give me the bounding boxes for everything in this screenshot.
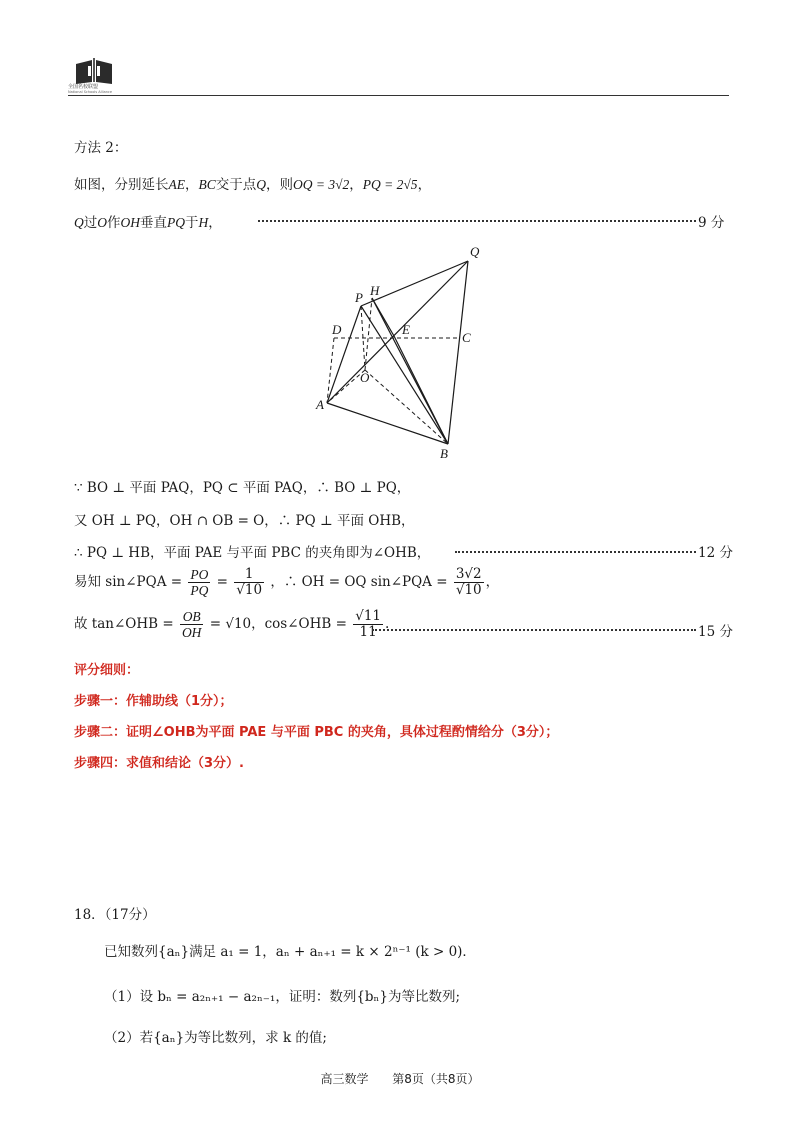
label-D: D (332, 322, 342, 337)
grading-step-2: 步骤二：证明∠OHB为平面 PAE 与平面 PBC 的夹角，具体过程酌情给分（3分）； (74, 725, 559, 740)
label-E: E (402, 322, 410, 337)
score-12: 12 分 (698, 545, 733, 561)
question-18-number: 18．（17分） (74, 907, 156, 923)
footer-page-number: 第8页（共8页） (392, 1072, 480, 1086)
geometry-figure (310, 238, 500, 463)
solution-line-4: 又 OH ⊥ PQ，OH ∩ OB = O，∴ PQ ⊥ 平面 OHB， (74, 513, 415, 529)
footer-subject: 高三数学 (320, 1072, 369, 1086)
score-leader (258, 220, 696, 222)
grading-title: 评分细则： (74, 663, 140, 678)
solution-line-6: 易知 sin∠PQA = $\frac{PO}{PQ}$ = $\frac{1}{√10}$ ，∴ OH = OQ sin∠PQA = $\frac{3√2}{√10}$ ， (74, 566, 500, 598)
label-A: A (316, 397, 324, 412)
logo-subtext: National Schools Alliance (68, 90, 113, 94)
score-leader (372, 629, 696, 631)
logo-text: 全国名校联盟 (68, 84, 99, 90)
solution-line-1: 如图，分别延长AE，BC交于点Q，则OQ = 3√2，PQ = 2√5， (74, 177, 432, 193)
label-O: O (360, 370, 370, 385)
solution-line-3: ∵ BO ⊥ 平面 PAQ，PQ ⊂ 平面 PAQ，∴ BO ⊥ PQ， (74, 480, 411, 496)
solution-line-7: 故 tan∠OHB = $\frac{OB}{OH}$ = √10，cos∠OHB = $\frac{√11}{11}$ . (74, 608, 390, 640)
method-title: 方法 2： (74, 140, 128, 156)
grading-step-1: 步骤一：作辅助线（1分）； (74, 694, 233, 709)
label-H: H (370, 283, 380, 298)
question-18-part-2: （2）若{aₙ}为等比数列，求 k 的值; (104, 1030, 327, 1046)
score-9: 9 分 (698, 215, 725, 231)
solution-line-5: ∴ PQ ⊥ HB，平面 PAE 与平面 PBC 的夹角即为∠OHB， (74, 545, 431, 561)
question-18-stem: 已知数列{aₙ}满足 a₁ = 1，aₙ + aₙ₊₁ = k × 2ⁿ⁻¹ (k > 0)． (104, 944, 476, 960)
score-15: 15 分 (698, 624, 733, 640)
label-C: C (462, 330, 471, 345)
solution-line-2: Q过O作OH垂直PQ于H， (74, 215, 222, 231)
grading-step-4: 步骤四：求值和结论（3分）. (74, 756, 244, 771)
header-rule (68, 95, 729, 96)
book-logo-icon (72, 56, 116, 86)
label-B: B (440, 446, 448, 461)
score-leader (455, 551, 696, 553)
label-P: P (355, 290, 363, 305)
page-footer (0, 1070, 800, 1087)
label-Q: Q (470, 244, 480, 259)
question-18-part-1: （1）设 bₙ = a₂ₙ₊₁ − a₂ₙ₋₁，证明：数列{bₙ}为等比数列; (104, 989, 461, 1005)
